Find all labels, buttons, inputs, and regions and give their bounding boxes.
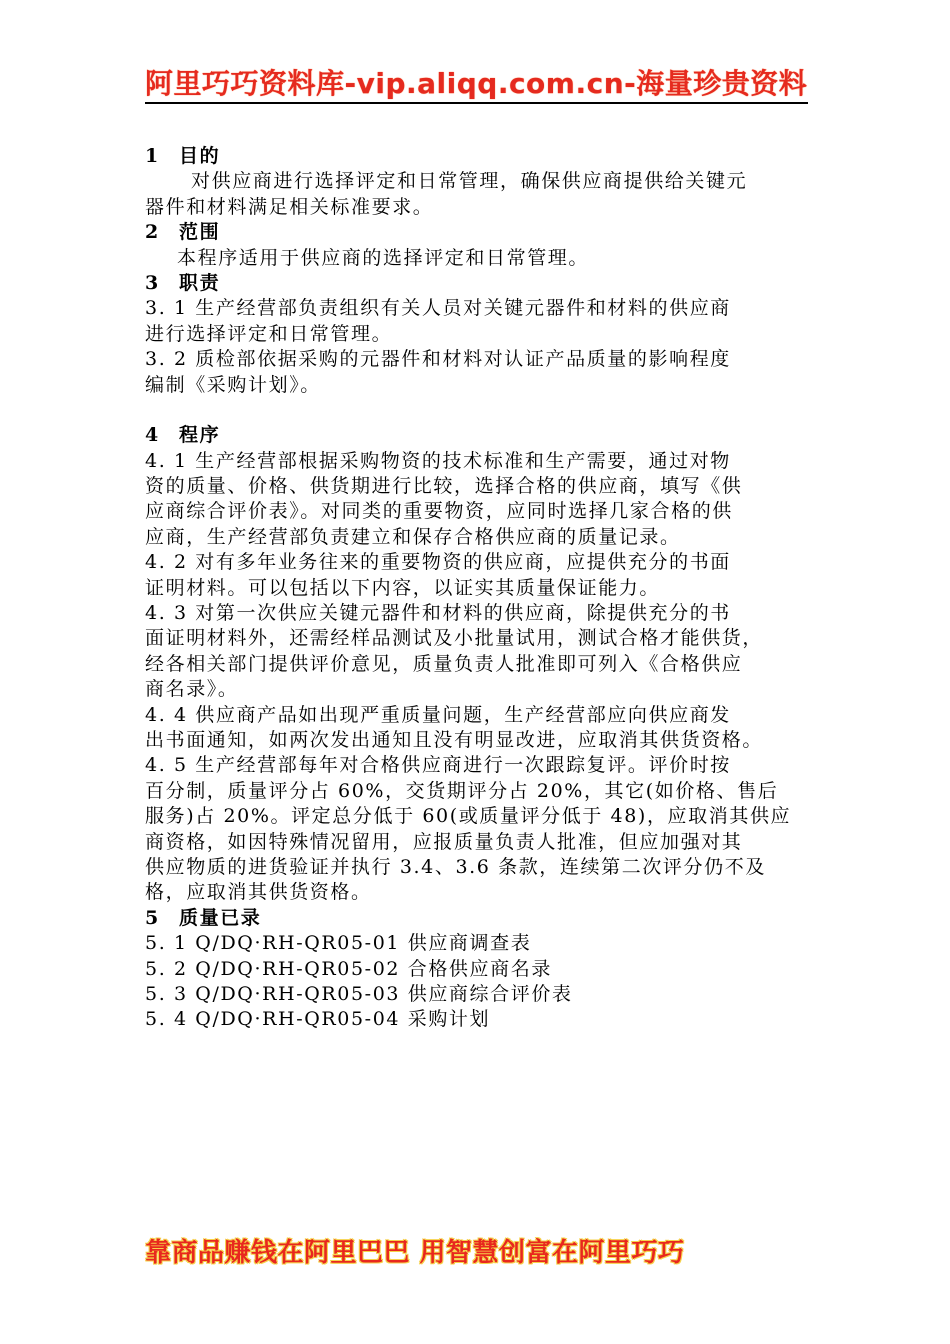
paragraph-line: 3. 1 生产经营部负责组织有关人员对关键元器件和材料的供应商 (145, 297, 731, 320)
section-title: 范围 (179, 221, 221, 244)
paragraph-line: 对供应商进行选择评定和日常管理，确保供应商提供给关键元 (191, 170, 748, 193)
section-number: 2 (145, 221, 160, 244)
paragraph-line: 格，应取消其供货资格。 (145, 881, 372, 904)
paragraph-line: 3. 2 质检部依据采购的元器件和材料对认证产品质量的影响程度 (145, 348, 731, 371)
paragraph-line: 4. 5 生产经营部每年对合格供应商进行一次跟踪复评。评价时按 (145, 754, 731, 777)
paragraph-line: 资的质量、价格、供货期进行比较，选择合格的供应商，填写《供 (145, 475, 743, 498)
section-heading-quality-records (145, 906, 810, 931)
paragraph-line: 面证明材料外，还需经样品测试及小批量试用，测试合格才能供货， (145, 627, 764, 650)
paragraph-line: 进行选择评定和日常管理。 (145, 322, 393, 345)
paragraph-line: 服务)占 20%。评定总分低于 60(或质量评分低于 48)，应取消其供应 (145, 805, 792, 828)
paragraph-line: 经各相关部门提供评价意见，质量负责人批准即可列入《合格供应 (145, 652, 743, 675)
paragraph-line: 供应物质的进货验证并执行 3.4、3.6 条款，连续第二次评分仍不及 (145, 855, 766, 878)
section-heading-procedure (145, 423, 810, 448)
section-title: 目的 (179, 145, 221, 167)
paragraph-line: 4. 3 对第一次供应关键元器件和材料的供应商，除提供充分的书 (145, 602, 731, 625)
section-title: 职责 (179, 271, 221, 294)
paragraph-line: 应商综合评价表》。对同类的重要物资，应同时选择几家合格的供 (145, 500, 733, 523)
section-number: 4 (145, 424, 160, 447)
section-number: 3 (145, 271, 160, 294)
blank-line (145, 398, 810, 423)
footer-banner: 靠商品赚钱在阿里巴巴 用智慧创富在阿里巧巧 (145, 1238, 685, 1268)
paragraph-line: 编制《采购计划》。 (145, 373, 321, 396)
header-divider (145, 102, 808, 104)
record-list-item: 5. 2 Q/DQ·RH-QR05-02 合格供应商名录 (145, 957, 552, 980)
header-banner: 阿里巧巧资料库-vip.aliqq.com.cn-海量珍贵资料 (145, 67, 808, 100)
document-body (145, 144, 810, 1033)
paragraph-line: 4. 2 对有多年业务往来的重要物资的供应商，应提供充分的书面 (145, 551, 731, 574)
record-list-item: 5. 3 Q/DQ·RH-QR05-03 供应商综合评价表 (145, 982, 573, 1005)
paragraph-line: 器件和材料满足相关标准要求。 (145, 195, 434, 218)
paragraph-line: 出书面通知，如两次发出通知且没有明显改进，应取消其供货资格。 (145, 728, 764, 751)
paragraph-line: 百分制，质量评分占 60%，交货期评分占 20%，其它(如价格、售后 (145, 779, 779, 802)
section-heading-scope (145, 220, 810, 245)
paragraph-line: 本程序适用于供应商的选择评定和日常管理。 (177, 246, 590, 269)
paragraph-line: 应商，生产经营部负责建立和保存合格供应商的质量记录。 (145, 525, 681, 548)
paragraph-line: 4. 1 生产经营部根据采购物资的技术标准和生产需要，通过对物 (145, 449, 731, 472)
section-number: 1 (145, 145, 160, 167)
record-list-item: 5. 4 Q/DQ·RH-QR05-04 采购计划 (145, 1008, 491, 1031)
section-heading-responsibility (145, 271, 810, 296)
section-number: 5 (145, 906, 160, 929)
section-title: 程序 (179, 424, 221, 447)
paragraph-line: 商资格，如因特殊情况留用，应报质量负责人批准，但应加强对其 (145, 830, 743, 853)
paragraph-line: 商名录》。 (145, 678, 239, 701)
section-title: 质量已录 (179, 906, 262, 929)
section-heading-purpose (145, 144, 810, 169)
paragraph-line: 证明材料。可以包括以下内容，以证实其质量保证能力。 (145, 576, 661, 599)
record-list-item: 5. 1 Q/DQ·RH-QR05-01 供应商调查表 (145, 932, 532, 955)
paragraph-line: 4. 4 供应商产品如出现严重质量问题，生产经营部应向供应商发 (145, 703, 731, 726)
